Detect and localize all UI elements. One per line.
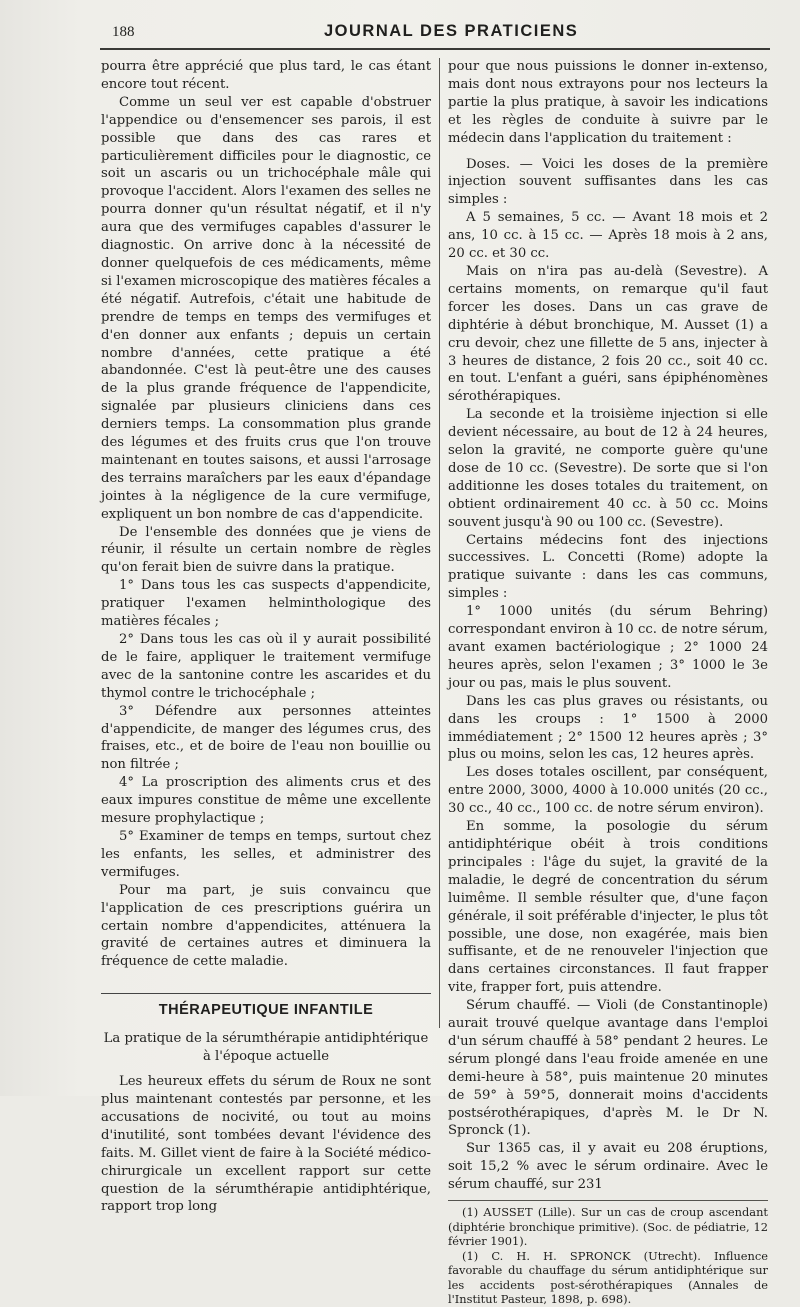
paragraph: Doses. — Voici les doses de la première injection souvent suffisantes dans les cas simples : (448, 156, 768, 208)
right-column (448, 58, 768, 1307)
paragraph: Sur 1365 cas, il y avait eu 208 éruptions, soit 15,2 % avec le sérum ordinaire. Avec le sérum chauffé, sur 231 (448, 1141, 768, 1193)
paragraph: 3° Défendre aux personnes atteintes d'appendicite, de manger des légumes crus, des fraises, etc., et de boire de l'eau non bouillie ou non filtrée ; (101, 703, 431, 773)
paragraph: Dans les cas plus graves ou résistants, ou dans les croups : 1° 1500 à 2000 immédiatement ; 2° 1500 12 heures après ; 3° plus ou moins, selon les cas, 12 heures après. (448, 693, 768, 763)
paragraph: A 5 semaines, 5 cc. — Avant 18 mois et 2 ans, 10 cc. à 15 cc. — Après 18 mois à 2 ans, 20 cc. et 30 cc. (448, 210, 768, 262)
paragraph: Mais on n'ira pas au-delà (Sevestre). A certains moments, on remarque qu'il faut forcer les doses. Dans un cas grave de diphtérie à début bronchique, M. Ausset (1) a cru devoir, chez une fillette de 5 ans, injecter à 3 heures de distance, 2 fois 20 cc., soit 40 cc. en tout. L'enfant a guéri, sans épiphénomènes sérothérapiques. (448, 263, 768, 405)
paragraph: Comme un seul ver est capable d'obstruer l'appendice ou d'ensemencer ses parois, il est possible que dans des cas rares et particulièrement difficiles pour le diagnostic, ce soit un ascaris ou un trichocéphale mâle qui provoque l'accident. Alors l'examen des selles ne pourra donner qu'un résultat négatif, et il n'y aura que des vermifuges capables d'assurer le diagnostic. On arrive donc à la nécessité de donner quelquefois de ces médicaments, même si l'examen microscopique des matières fécales a été négatif. Autrefois, c'était une habitude de prendre de temps en temps des vermifuges et d'en donner aux enfants ; depuis un certain nombre d'années, cette pratique a été abandonnée. C'est là peut-être une des causes de la plus grande fréquence de l'appendicite, signalée par plusieurs cliniciens dans ces derniers temps. La consommation plus grande des légumes et des fruits crus que l'on trouve maintenant en toutes saisons, et aussi l'arrosage des terrains maraîchers par les eaux d'épandage jointes à la négligence de la cure vermifuge, expliquent un bon nombre de cas d'appendicite. (101, 94, 431, 522)
footnotes (448, 1200, 768, 1307)
column-divider (439, 58, 440, 1028)
footnote: (1) AUSSET (Lille). Sur un cas de croup ascendant (diphtérie bronchique primitive). (Soc. de pédiatrie, 12 février 1901). (448, 1205, 768, 1249)
paragraph: pour que nous puissions le donner in-extenso, mais dont nous extrayons pour nos lecteurs la partie la plus pratique, à savoir les indications et les règles de conduite à suivre par le médecin dans l'application du traitement : (448, 59, 768, 146)
paragraph: 4° La proscription des aliments crus et des eaux impures constitue de même une excellente mesure prophylactique ; (101, 775, 431, 827)
paragraph: Les heureux effets du sérum de Roux ne sont plus maintenant contestés par personne, et les accusations de nocivité, ou tout au moins d'inutilité, sont tombées devant l'évidence des faits. M. Gillet vient de faire à la Société médico-chirurgicale un excellent rapport sur cette question de la sérumthérapie antidiphtérique, rapport trop long (101, 1074, 431, 1215)
paragraph: Sérum chauffé. — Violi (de Constantinople) aurait trouvé quelque avantage dans l'emploi d'un sérum chauffé à 58° pendant 2 heures. Le sérum plongé dans l'eau froide amenée en une demi-heure à 58°, puis maintenue 20 minutes de 59° à 59°5, donnerait moins d'accidents postsérothérapiques, d'après M. le Dr N. Spronck (1). (448, 998, 768, 1139)
article-title: La pratique de la sérumthérapie antidiphtérique à l'époque actuelle (103, 1031, 429, 1064)
page-header (104, 20, 780, 48)
page-number: 188 (112, 24, 135, 40)
footnote: (1) C. H. H. SPRONCK (Utrecht). Influence favorable du chauffage du sérum antidiphtérique sur les accidents post-sérothérapiques (Annales de l'Institut Pasteur, 1898, p. 698). (448, 1248, 768, 1307)
paragraph: 5° Examiner de temps en temps, surtout chez les enfants, les selles, et administrer des vermifuges. (101, 828, 431, 880)
paragraph: En somme, la posologie du sérum antidiphtérique obéit à trois conditions principales : l'âge du sujet, la gravité de la maladie, le degré de concentration du sérum luimême. Il semble résulter que, d'une façon générale, il soit préférable d'injecter, le plus tôt possible, une dose, non exagérée, mais bien suffisante, et de ne renouveler l'injection que dans certaines circonstances. Il faut frapper vite, frapper fort, puis attendre. (448, 819, 768, 996)
section-title: THÉRAPEUTIQUE INFANTILE (101, 993, 431, 1020)
paragraph: 2° Dans tous les cas où il y aurait possibilité de le faire, appliquer le traitement vermifuge avec de la santonine contre les ascarides et du thymol contre le trichocéphale ; (101, 632, 431, 701)
paragraph: La seconde et la troisième injection si elle devient nécessaire, au bout de 12 à 24 heures, selon la gravité, ne comporte guère qu'une dose de 10 cc. (Sevestre). De sorte que si l'on additionne les doses totales du traitement, on obtient ordinairement 40 cc. à 50 cc. Moins souvent jusqu'à 90 ou 100 cc. (Sevestre). (448, 407, 768, 530)
paragraph: Certains médecins font des injections successives. L. Concetti (Rome) adopte la pratique suivante : dans les cas communs, simples : (448, 532, 768, 602)
journal-title: JOURNAL DES PRATICIENS (324, 22, 579, 40)
paragraph: Les doses totales oscillent, par conséquent, entre 2000, 3000, 4000 à 10.000 unités (20 cc., 30 cc., 40 cc., 100 cc. de notre sérum environ). (448, 765, 768, 817)
paragraph: 1° Dans tous les cas suspects d'appendicite, pratiquer l'examen helminthologique des matières fécales ; (101, 578, 431, 630)
left-column (101, 58, 431, 1216)
paragraph: pourra être apprécié que plus tard, le cas étant encore tout récent. (101, 59, 431, 92)
paragraph: Pour ma part, je suis convaincu que l'application de ces prescriptions guérira un certain nombre d'appendicites, atténuera la gravité de certaines autres et diminuera la fréquence de cette maladie. (101, 882, 431, 970)
header-rule (100, 48, 770, 50)
paragraph: De l'ensemble des données que je viens de réunir, il résulte un certain nombre de règles qu'on ferait bien de suivre dans la pratique. (101, 524, 431, 576)
paragraph: 1° 1000 unités (du sérum Behring) correspondant environ à 10 cc. de notre sérum, avant examen bactériologique ; 2° 1000 24 heures après, selon l'examen ; 3° 1000 le 3e jour ou pas, mais le plus souvent. (448, 604, 768, 691)
